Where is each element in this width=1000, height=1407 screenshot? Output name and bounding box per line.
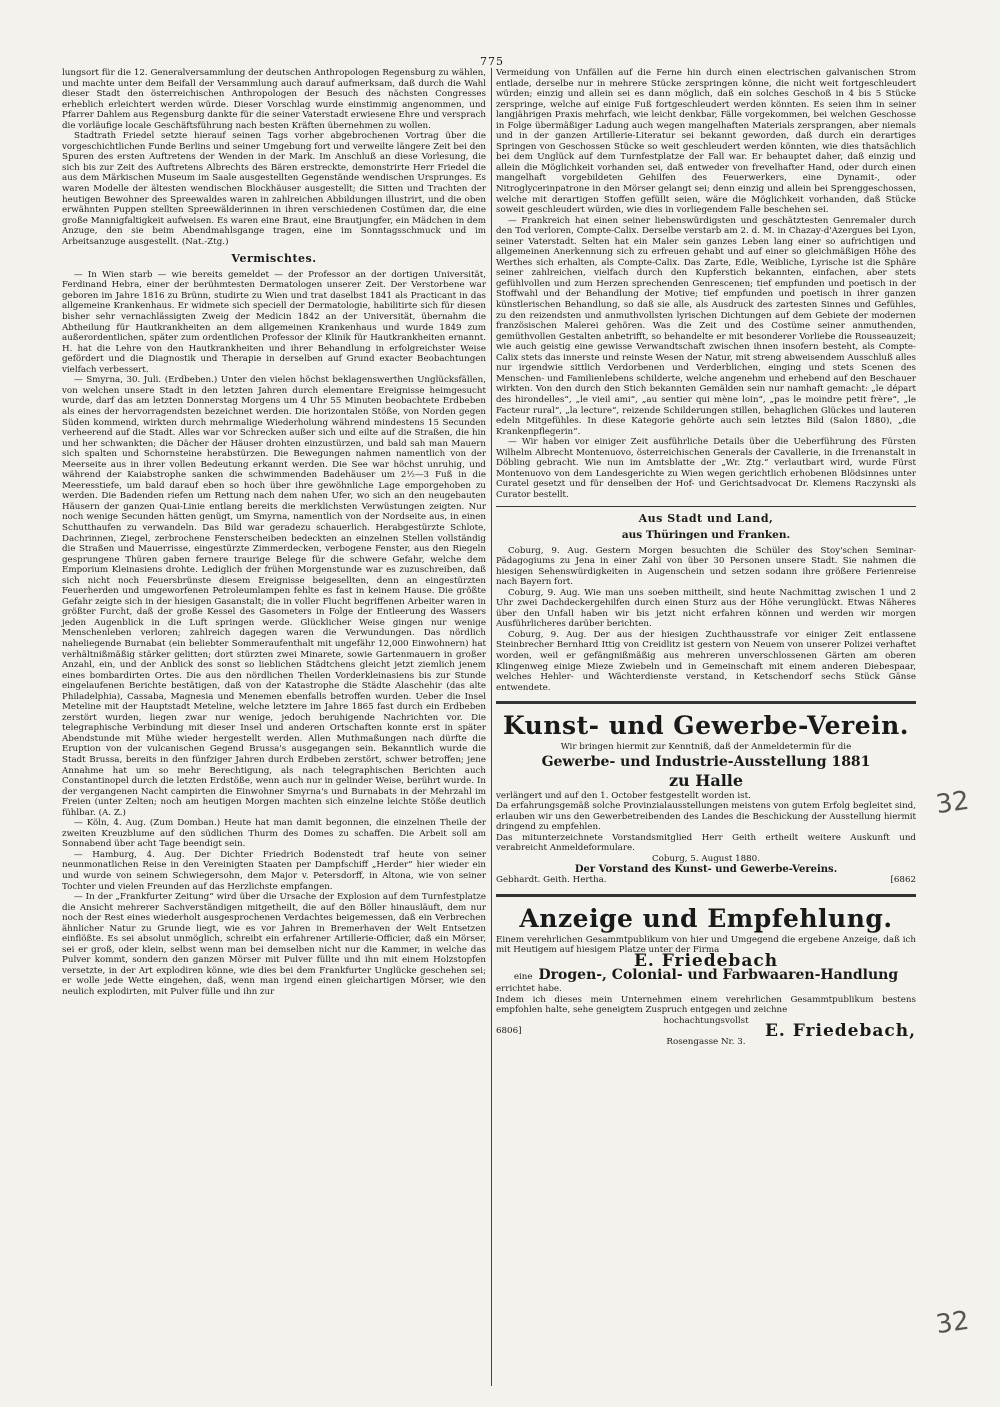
news-item-montenuovo: — Wir haben vor einiger Zeit ausführliche Details über die Ueberführung des Fürsten Wilhelm Albrecht Montenuovo, österreichischen Generals der Cavallerie, in die Irrenanstalt in Döbling gebracht. Wie nun im Amtsblatte der „Wr. Ztg.“ verlautbart wird, wurde Fürst Montenuovo von dem Landesgerichte zu Wien wegen gerichtlich erhobenen Blödsinnes unter Curatel gesetzt und für denselben der Hof- und Gerichtsadvocat Dr. Klemens Raczynski als Curator bestellt. xyxy=(496,437,916,500)
news-item-hamburg: — Hamburg, 4. Aug. Der Dichter Friedrich Bodenstedt traf heute von seiner neunmonatlichen Reise in den Vereinigten Staaten per Dampfschiff „Herder“ hier wieder ein und wurde von seinem Schwiegersohn, dem Major v. Petersdorff, in Altona, wie von seiner Tochter und vielen Freunden auf das Herzlichste empfangen. xyxy=(62,849,486,892)
news-item-smyrna: — Smyrna, 30. Juli. (Erdbeben.) Unter den vielen höchst beklagenswerthen Unglücksfällen, von welchen unsere Stadt in den letzten Jahren durch elementare Ereignisse heimgesucht wurde, darf das am letzten Donnerstag Morgens um 4 Uhr 55 Minuten beobachtete Erdbeben als eines der hervorragendsten bezeichnet werden. Die horizontalen Stöße, von Norden gegen Süden kommend, wirkten durch mehrmalige Wiederholung während mindestens 15 Secunden verheerend auf die Stadt. Alles war vor Schrecken außer sich und eilte auf die Straßen, die hin und her schwankten; die Dächer der Häuser drohten einzustürzen, und bald sah man Mauern sich spalten und Schornsteine herabstürzen. Die Bewegungen nahmen namentlich von der Meerseite aus in ihrer vollen Bedeutung erkannt werden. Die See war höchst unruhig, und während der Kaiabstrophe sanken die schwimmenden Badehäuser um 2½—3 Fuß in die Meeresstiefe, um bald darauf eben so hoch über ihre gewöhnliche Lage emporgehoben zu werden. Die Badenden riefen um Rettung nach dem nahen Ufer, wo sich an den neugebauten Häusern der ganzen Quai-Linie entlang bereits die merklichsten Verwüstungen zeigten. Nur noch wenige Secunden hätten genügt, um Smyrna, namentlich von der Nordseite aus, in einen Schutthaufen zu verwandeln. Das Bild war geradezu schauerlich. Herabgestürzte Schlote, Dachrinnen, Ziegel, zerbrochene Fensterscheiben bedeckten an einzelnen Stellen vollständig die Straßen und Mauerrisse, eingestürzte Zimmerdecken, verbogene Fenster, aus den Riegeln gesprungene Thüren gaben fernere traurige Belege für die schwere Gefahr, welche dem Emporium Kleinasiens drohte. Lediglich der frühen Morgenstunde war es zuzuschreiben, daß sich nicht noch Feuersbrünste diesem Ereignisse beigesellten, denn an eingestürzten Feuerherden und umgeworfenen Petroleumlampen fehlte es fast in keinem Hause. Die größte Gefahr zeigte sich in der hiesigen Gasanstalt; die in voller Flucht begriffenen Arbeiter waren in größter Furcht, daß der große Kessel des Gasometers in Folge der Entleerung des Wassers jeden Augenblick in die Luft springen werde. Glücklicher Weise gingen nur wenige Menschenleben verloren; zahlreich dagegen waren die Verwundungen. Das nördlich naheliegende Burnabat (ein beliebter Sommeraufenthalt mit ungefähr 12,000 Einwohnern) hat verhältnißmäßig stärker gelitten; dort stürzten zwei Minarete, sowie Gartenmauern in großer Anzahl, ein, und der Anblick des sonst so lieblichen Städtchens gleicht jetzt ziemlich jenem eines bombardirten Ortes. Die aus den nördlichen Theilen Vorderkleinasiens bis zur Stunde eingelaufenen Berichte bestätigen, daß von der Katastrophe die Städte Alaschehir (das alte Philadelphia), Cassaba, Magnesia und Menemen ebenfalls betroffen wurden. Ueber die Insel Meteline mit der Hauptstadt Meteline, welche letztere im Jahre 1865 fast durch ein Erdbeben zerstört wurden, liegen zwar nur wenige, jedoch beruhigende Nachrichten vor. Die telegraphische Verbindung mit dieser Insel und anderen Ortschaften konnte erst in später Abendstunde mit Mühe wieder hergestellt werden. Allen Muthmaßungen nach dürfte die Eruption von der vulcanischen Gegend Brussa's ausgegangen sein. Bekanntlich wurde die Stadt Brussa, bereits in den fünfziger Jahren durch Erdbeben zerstört, schwer betroffen; jene Annahme hat um so mehr Berechtigung, als nach telegraphischen Berichten auch Constantinopel durch die letzten Erdstöße, wenn auch nur in gelinder Weise, berührt wurde. In der vergangenen Nacht campirten die Einwohner Smyrna's und Burnabats in der Mehrzahl im Freien (unter Zelten; noch am heutigen Morgen machten sich einzelne leichte Stöße deutlich fühlbar. (A. Z.) xyxy=(62,375,486,818)
ad-trade: Drogen-, Colonial- und Farbwaaren-Handlung xyxy=(538,967,899,984)
right-column xyxy=(496,68,916,1048)
local-news-item: Coburg, 9. Aug. Gestern Morgen besuchten die Schüler des Stoy'schen Seminar-Pädagogiums zu Jena in einer Zahl von über 30 Personen unsere Stadt. Sie nahmen die hiesigen Sehenswürdigkeiten in Augenschein und setzen sodann ihre größere Ferienreise nach Bayern fort. xyxy=(496,545,916,588)
advertisement-kunst-gewerbe xyxy=(496,710,916,885)
local-news-item: Coburg, 9. Aug. Wie man uns soeben mittheilt, sind heute Nachmittag zwischen 1 und 2 Uhr zwei Dachdeckergehilfen durch einen Sturz aus der Höhe verunglückt. Etwas Näheres über den Unfall haben wir bis jetzt nicht erfahren können und werden wir morgen Ausführlicheres darüber berichten. xyxy=(496,587,916,630)
article-paragraph: Vermeidung von Unfällen auf die Ferne hin durch einen electrischen galvanischen Strom entlade, derselbe nur in mehrere Stücke zerspringen könne, die nicht weit fortgeschleudert würden; einzig und allein sei es dann möglich, daß ein solches Geschoß in 4 bis 5 Stücke zerspringe, welche auf einige Fuß fortgeschleudert werden könnten. Es seien ihm in seiner langjährigen Praxis mehrfach, wie leicht denkbar, Fälle vorgekommen, bei welchen Geschosse in Folge übermäßiger Ladung auch wegen mangelhaften Materials zersprangen, aber niemals und in der ganzen Artillerie-Literatur sei bekannt geworden, daß durch ein derartiges Springen von Geschossen Stücke so weit geschleudert werden könnten, wie dies thatsächlich bei dem Unglück auf dem Turnfestplatze der Fall war. Er behauptet daher, daß einzig und allein die Möglichkeit vorhanden sei, daß entweder von frevelhafter Hand, oder durch einen mangelhaft vorgebildeten Gehilfen des Feuerwerkers, eine Dynamit-, oder Nitroglycerinpatrone in den Mörser gelangt sei; denn einzig und allein bei Sprenggeschossen, welche mit derartigen Stoffen gefüllt seien, wäre die Möglichkeit vorhanden, daß Stücke soweit geschleudert würden, wie dies in vorliegendem Falle beschehen sei. xyxy=(496,68,916,216)
ad-firm-signature: E. Friedebach, xyxy=(764,1021,916,1042)
left-column xyxy=(62,68,486,998)
ad-exhibition-name: Gewerbe- und Industrie-Ausstellung 1881 xyxy=(541,753,871,770)
advertisement-friedebach xyxy=(496,903,916,1048)
ad-title: Anzeige und Empfehlung. xyxy=(519,903,893,933)
ad-text: hochachtungsvollst xyxy=(663,1015,749,1026)
news-item-frankfurt: — In der „Frankfurter Zeitung“ wird über die Ursache der Explosion auf dem Turnfestplatze die Ansicht mehrerer Sachverständigen mitgetheilt, die auf den Böller hinausläuft, dem nur noch der Rest eines wiederholt ausgesprochenen Verdachtes beigemessen, daß ein Verbrechen ähnlicher Natur zu Grunde liegt, wie es vor Jahren in Bremerhaven der Welt Entsetzen einflößte. Es sei absolut unmöglich, schreibt ein erfahrener Artillerie-Officier, daß ein Mörser, sei er groß, oder klein, selbst wenn man bei demselben nicht nur die Kammer, in welche das Pulver kommt, sondern den ganzen Mörser mit Pulver füllte und ihn mit einem Holzstopfen versetzte, in der Art explodiren könne, wie dies bei dem Frankfurter Unglücke geschehen sei; er wolle jede Wette eingehen, daß, wenn man irgend einen gleichartigen Mörser, wie den neulich explodirten, mit Pulver fülle und ihn zur xyxy=(62,892,486,998)
ad-text: Da erfahrungsgemäß solche Provinzialausstellungen meistens von gutem Erfolg begleitet sind, erlauben wir uns den Gewerbetreibenden des Landes die Beschickung der Ausstellung hiermit dringend zu empfehlen. xyxy=(496,801,916,833)
page-number: 775 xyxy=(480,55,504,68)
ad-text: Indem ich dieses mein Unternehmen einem verehrlichen Gesammtpublikum bestens empfohlen halte, sehe geneigtem Zuspruch entgegen und zeichne xyxy=(496,994,916,1016)
ad-text: Wir bringen hiermit zur Kenntniß, daß der Anmeldetermin für die xyxy=(560,742,852,753)
section-heading-vermischtes: Vermischtes. xyxy=(231,252,317,266)
ad-date: Coburg, 5. August 1880. xyxy=(652,854,760,864)
margin-annotation: 32 xyxy=(934,785,972,821)
local-news-item: Coburg, 9. Aug. Der aus der hiesigen Zuchthausstrafe vor einiger Zeit entlassene Steinbrecher Bernhard Ittig von Creidlitz ist gestern von Neuem von unserer Polizei verhaftet worden, weil er gefängnißmäßig aus mehreren unverschlossenen Gärten am oberen Klingenweg einige Mieze Zwiebeln und in Gemeinschaft mit einem anderen Diebespaar, welches Hehler- und Wächterdienste verstand, in Ketschendorf sechs Stück Gänse entwendete. xyxy=(496,629,916,693)
news-item-koeln: — Köln, 4. Aug. (Zum Domban.) Heute hat man damit begonnen, die einzelnen Theile der zweiten Kreuzblume auf den südlichen Thurm des Domes zu schaffen. Die Arbeit soll am Sonnabend über acht Tage beendigt sein. xyxy=(62,818,486,850)
ad-firm-name: E. Friedebach xyxy=(633,950,779,971)
divider-line xyxy=(496,894,916,897)
ad-signature: Der Vorstand des Kunst- und Gewerbe-Vereins. xyxy=(574,863,838,875)
ad-text: Einem verehrlichen Gesammtpublikum von hier und Umgegend die ergebene Anzeige, daß ich mit Heutigem auf hiesigem Platze unter der Firma xyxy=(496,934,916,956)
section-subheading: aus Thüringen und Franken. xyxy=(621,528,791,541)
ad-text: verlängert und auf den 1. October festgestellt worden ist. xyxy=(496,790,751,801)
divider-line xyxy=(496,506,916,507)
ad-address: Rosengasse Nr. 3. xyxy=(666,1037,746,1048)
ad-title: Kunst- und Gewerbe-Verein. xyxy=(502,711,910,741)
ad-text: eine xyxy=(513,972,533,983)
news-item-compte-calix: — Frankreich hat einen seiner liebenswürdigsten und geschätztesten Genremaler durch den Tod verloren, Compte-Calix. Derselbe verstarb am 2. d. M. in Chazay-d'Azergues bei Lyon, seiner Vaterstadt. Selten hat ein Maler sein ganzes Leben lang einer so aufrichtigen und allgemeinen Anerkennung sich zu erfreuen gehabt und auf einer so gleichmäßigen Höhe des Werthes sich erhalten, als Compte-Calix. Das Zarte, Edle, Weibliche, Lyrische ist die Sphäre seiner zahlreichen, vielfach durch den Kupferstich bekannten, einfachen, aber stets gefühlvollen und zum Herzen sprechenden Genrescenen; tief empfunden und poetisch in der Stoffwahl und der Behandlung der Motive; tief empfunden und poetisch in ihrer ganzen künstlerischen Behandlung, so daß sie alle, als Ausdruck des zartesten Sinnes und Gefühles, zu den reizendsten und anmuthvollsten lyrischen Dichtungen auf dem Gebiete der modernen französischen Malerei gehören. Was die Zeit und des Costüme seiner anmuthenden, gemüthvollen Gestalten anbetrifft, so behandelte er mit besonderer Vorliebe die Rousseauzeit; wie auch geistig eine gewisse Verwandtschaft zwischen ihnen insofern besteht, als Compte-Calix stets das innerste und reinste Wesen der Natur, mit streng abweisendem Ausschluß alles nur irgendwie sittlich Verdorbenen und Verderblichen, einging und stets Scenen des Menschen- und Familienlebens schilderte, welche angenehm und erhebend auf den Beschauer wirkten. Von den durch den Stich bekannten Gemälden sein nur namhaft gemacht: „le départ des hirondelles“, „le vieil ami“, „au sentier qui mène loin“, „pas le moindre petit frère“, „le Facteur rural“, „la lecture“, reizende Schilderungen stillen, behaglichen Glückes und lauteren edeln Mitgefühles. In diese Kategorie gehörte auch sein letztes Bild (Salon 1880), „die Krankenpflegerin“. xyxy=(496,215,916,437)
column-divider xyxy=(491,68,492,1386)
margin-annotation: 32 xyxy=(934,1305,972,1341)
article-paragraph: lungsort für die 12. Generalversammlung der deutschen Anthropologen Regensburg zu wählen, und machte unter dem Beifall der Versammlung auch darauf aufmerksam, daß durch die Wahl dieser Stadt den österreichischen Anthropologen der Besuch des nächsten Congresses erheblich erleichtert werden würde. Dieser Vorschlag wurde einstimmig angenommen, und Pfarrer Dahlem aus Regensburg dankte für die seiner Vaterstadt erwiesene Ehre und versprach die vorläufige locale Geschäftsführung nach besten Kräften übernehmen zu wollen. xyxy=(62,68,486,131)
article-paragraph: Stadtrath Friedel setzte hierauf seinen Tags vorher abgebrochenen Vortrag über die vorgeschichtlichen Funde Berlins und seiner Umgebung fort und verweilte längere Zeit bei den Spuren des ersten Auftretens der Wenden in der Mark. Im Anschluß an diese Vorlesung, die sich bis zur Zeit des Auftretens Albrechts des Bären erstreckte, demonstrirte Herr Friedel die aus dem Märkischen Museum im Saale ausgestellten Gegenstände wendischen Ursprunges. Es waren Modelle der ältesten wendischen Blockhäuser ausgestellt; die Sitten und Trachten der heutigen Bewohner des Spreewaldes waren in zahlreichen Abbildungen illustrirt, und die oben erwähnten Puppen stellten Spreewälderinnen in ihren verschiedenen Costümen dar, die eine große Mannigfaltigkeit aufweisen. Es waren eine Braut, eine Brautjungfer, ein Mädchen in dem Anzuge, den sie beim Abendmahlsgange tragen, eine im Sonntagsschmuck und im Arbeitsanzuge ausgestellt. (Nat.-Ztg.) xyxy=(62,131,486,247)
section-heading-stadt-land: Aus Stadt und Land, xyxy=(638,512,774,526)
ad-names: Gebhardt. Geith. Hertha. xyxy=(496,875,607,886)
ad-text: Das mitunterzeichnete Vorstandsmitglied Herr Geith ertheilt weitere Auskunft und verabreicht Anmeldeformulare. xyxy=(496,832,916,854)
news-item-wien: — In Wien starb — wie bereits gemeldet — der Professor an der dortigen Universität, Ferdinand Hebra, einer der berühmtesten Dermatologen unserer Zeit. Der Verstorbene war geboren im Jahre 1816 zu Brünn, studirte zu Wien und trat daselbst 1841 als Practicant in das allgemeine Krankenhaus. Er widmete sich speciell der Dermatologie, habilitirte sich für diesen bisher sehr vernachlässigten Zweig der Medicin 1842 an der Universität, übernahm die Abtheilung für Hautkrankheiten an dem allgemeinen Krankenhaus und wurde 1849 zum außerordentlichen, später zum ordentlichen Professor der Klinik für Hautkrankheiten ernannt. H. hat die Lehre von den Hautkrankheiten und ihrer Behandlung in erfolgreichster Weise gefördert und die Diagnostik und Therapie in derselben auf Grund exacter Beobachtungen vielfach verbessert. xyxy=(62,269,486,375)
ad-city: zu Halle xyxy=(668,770,744,790)
divider-line xyxy=(496,701,916,704)
ad-number: 6806] xyxy=(496,1026,522,1037)
ad-number: [6862 xyxy=(890,875,916,886)
ad-text: errichtet habe. xyxy=(496,984,562,995)
